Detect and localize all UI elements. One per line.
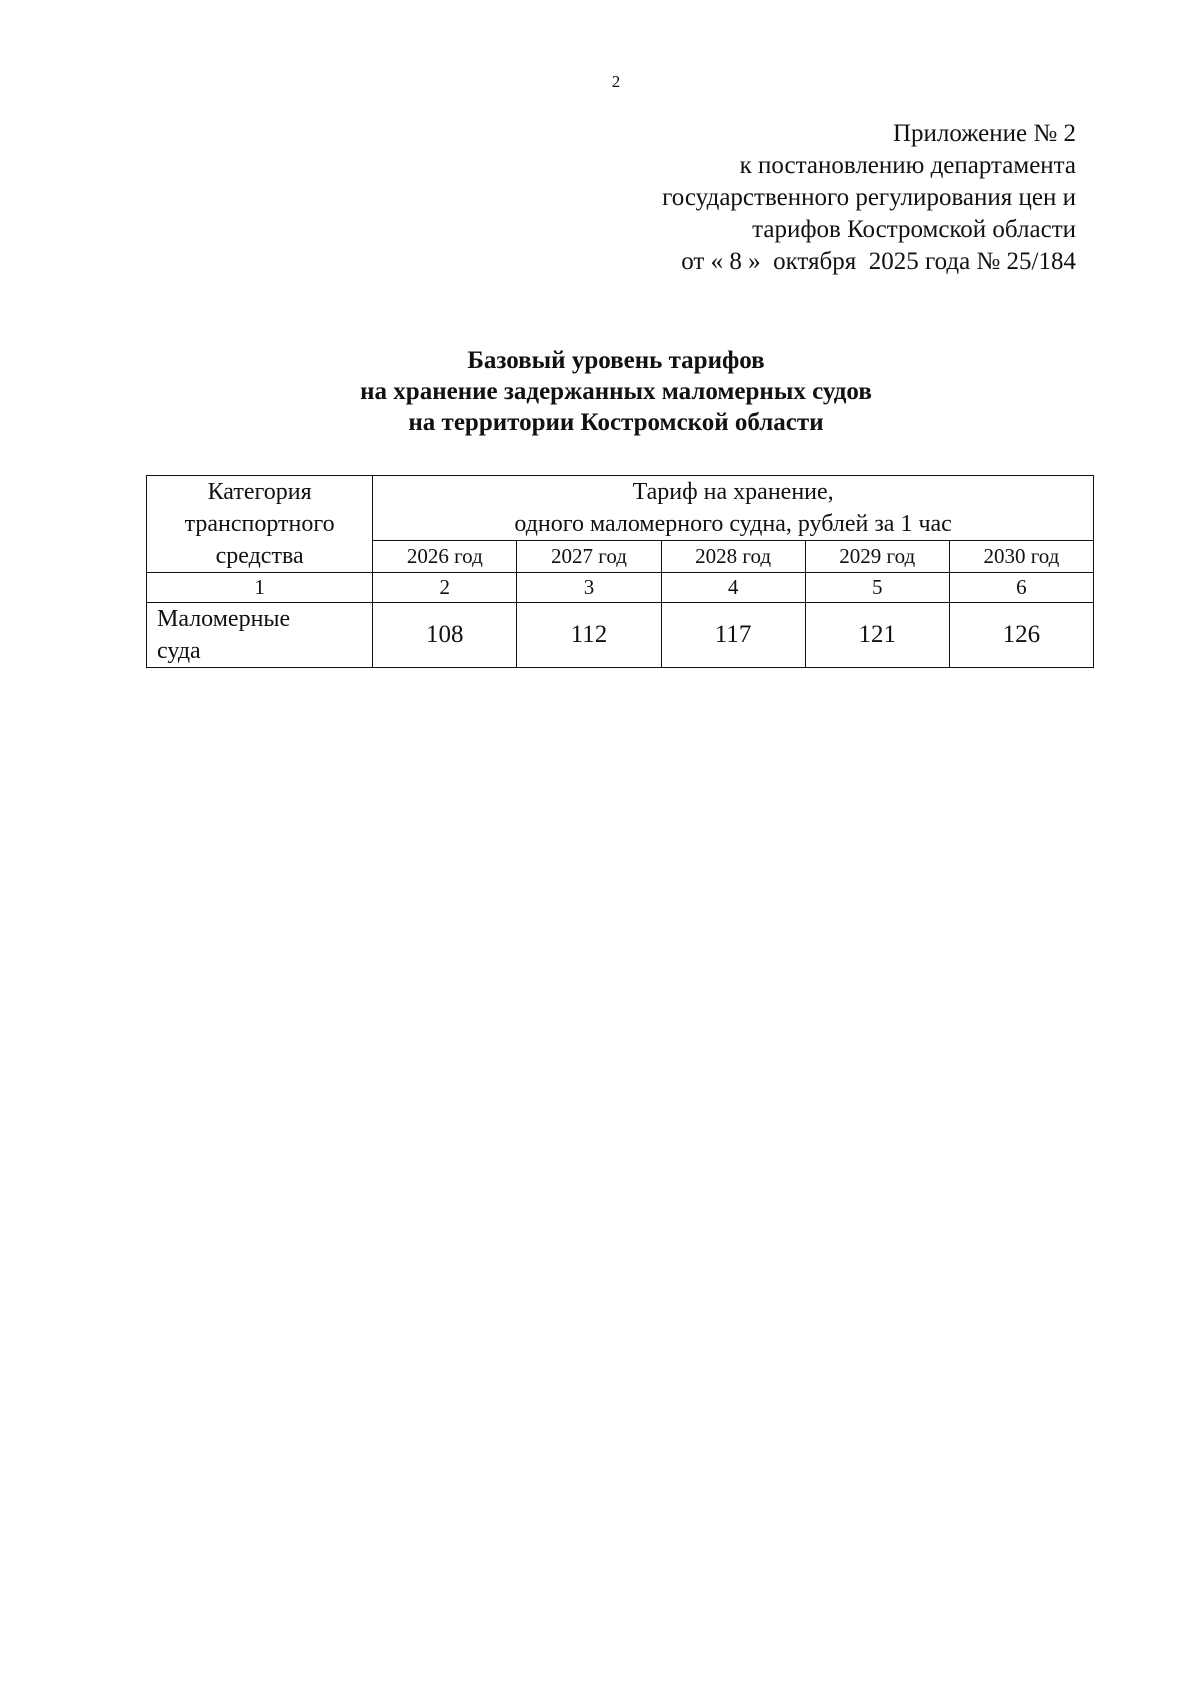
page-number: 2 (611, 72, 621, 91)
tariff-header-line: одного маломерного судна, рублей за 1 час (514, 511, 952, 537)
category-line: Маломерные (157, 606, 291, 632)
column-number-cell: 2 (373, 573, 517, 603)
column-number-cell: 6 (949, 573, 1093, 603)
year-header-cell: 2026 год (373, 541, 517, 573)
title-line: на территории Костромской области (408, 409, 824, 436)
appendix-line: от « 8 » октября 2025 года № 25/184 (681, 248, 1076, 275)
tariff-table (146, 475, 1094, 668)
category-line: суда (157, 638, 201, 664)
column-number-cell: 3 (517, 573, 661, 603)
column-number-cell: 1 (147, 573, 373, 603)
appendix-line: к постановлению департамента (739, 152, 1076, 179)
column-number-row (147, 573, 1094, 603)
year-header-cell: 2029 год (805, 541, 949, 573)
tariff-value-cell: 126 (949, 603, 1093, 668)
tariff-header-line: Тариф на хранение, (632, 479, 834, 505)
category-header-line: средства (215, 543, 304, 569)
category-header-line: транспортного (184, 511, 335, 537)
tariff-value-cell: 112 (517, 603, 661, 668)
year-header-cell: 2027 год (517, 541, 661, 573)
appendix-block (662, 118, 1076, 278)
category-header-cell (147, 476, 373, 573)
column-number-cell: 4 (661, 573, 805, 603)
category-header-line: Категория (207, 479, 312, 505)
appendix-line: тарифов Костромской области (752, 216, 1076, 243)
title-line: на хранение задержанных маломерных судов (360, 378, 872, 405)
appendix-line: государственного регулирования цен и (662, 184, 1076, 211)
appendix-line: Приложение № 2 (892, 120, 1076, 147)
column-number-cell: 5 (805, 573, 949, 603)
tariff-value-cell: 121 (805, 603, 949, 668)
document-title (0, 345, 1200, 438)
tariff-value-cell: 108 (373, 603, 517, 668)
tariff-value-cell: 117 (661, 603, 805, 668)
year-header-cell: 2030 год (949, 541, 1093, 573)
title-line: Базовый уровень тарифов (467, 347, 765, 374)
table-header-row (147, 476, 1094, 541)
table-row (147, 603, 1094, 668)
category-cell (147, 603, 373, 668)
tariff-header-cell (373, 476, 1094, 541)
year-header-cell: 2028 год (661, 541, 805, 573)
